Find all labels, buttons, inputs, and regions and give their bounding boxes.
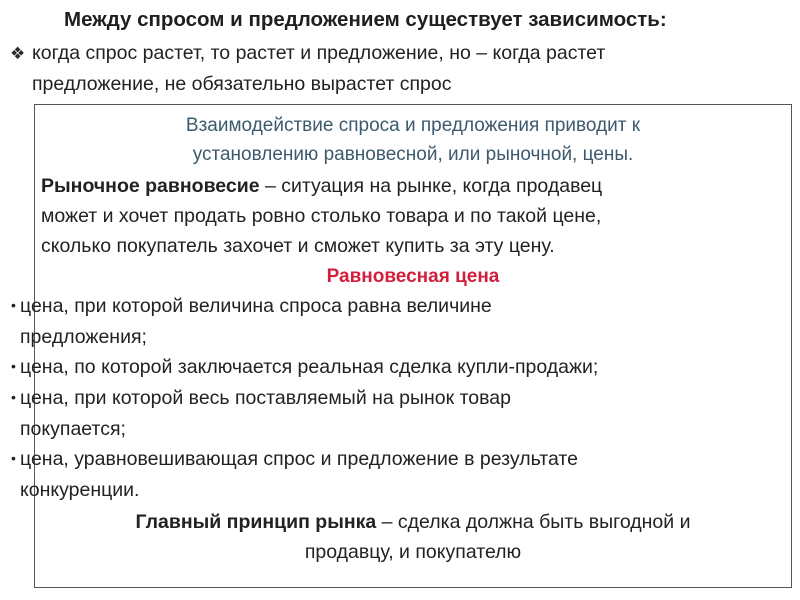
list-item <box>3 383 791 444</box>
panel-lead-line-2: установлению равновесной, или рыночной, цены. <box>192 144 634 165</box>
bullet-icon: • <box>11 297 16 313</box>
list-item <box>3 444 791 505</box>
market-equilibrium-definition <box>35 171 791 261</box>
list-item-line-2: предложения; <box>20 326 147 348</box>
panel-lead-line-1: Взаимодействие спроса и предложения приводит к <box>185 115 641 136</box>
intro-line-1-text: когда спрос растет, то растет и предложение, но – когда растет <box>32 42 606 64</box>
principle-line-1 <box>35 507 791 537</box>
principle-term: Главный принцип рынка <box>135 511 377 533</box>
intro-line-1 <box>10 38 790 69</box>
list-item-line-1: цена, при которой величина спроса равна величине <box>20 295 492 317</box>
list-item <box>3 291 791 352</box>
list-item-line-1: цена, при которой весь поставляемый на рынок товар <box>20 387 511 409</box>
panel-content <box>11 111 791 567</box>
list-item-line-1: цена, уравновешивающая спрос и предложение в результате <box>20 448 578 470</box>
definition-line-1-rest: – ситуация на рынке, когда продавец <box>259 175 603 197</box>
intro-line-2: предложение, не обязательно вырастет спрос <box>32 73 452 95</box>
principle-line-1-rest: – сделка должна быть выгодной и <box>376 511 691 533</box>
intro-paragraph <box>10 38 790 99</box>
list-item-line-2: покупается; <box>20 418 126 440</box>
diamond-bullet-icon: ❖ <box>10 44 26 63</box>
bullet-icon: • <box>11 389 16 405</box>
panel-lead <box>35 111 791 169</box>
list-item <box>3 352 791 383</box>
list-item-line-1: цена, по которой заключается реальная сделка купли-продажи; <box>20 356 599 378</box>
bullet-icon: • <box>11 450 16 466</box>
equilibrium-price-heading: Равновесная цена <box>326 266 500 287</box>
definition-term: Рыночное равновесие <box>41 175 260 197</box>
definition-panel <box>11 104 792 588</box>
equilibrium-price-list <box>11 291 791 505</box>
slide-title: Между спросом и предложением существует зависимость: <box>64 8 667 31</box>
definition-line-3: сколько покупатель захочет и сможет купить за эту цену. <box>41 235 555 257</box>
principle-line-2: продавцу, и покупателю <box>304 541 522 563</box>
definition-line-2: может и хочет продать ровно столько товара и по такой цене, <box>41 205 602 227</box>
bullet-icon: • <box>11 358 16 374</box>
definition-line-1 <box>41 171 785 201</box>
main-market-principle <box>35 507 791 567</box>
list-item-line-2: конкуренции. <box>20 479 140 501</box>
